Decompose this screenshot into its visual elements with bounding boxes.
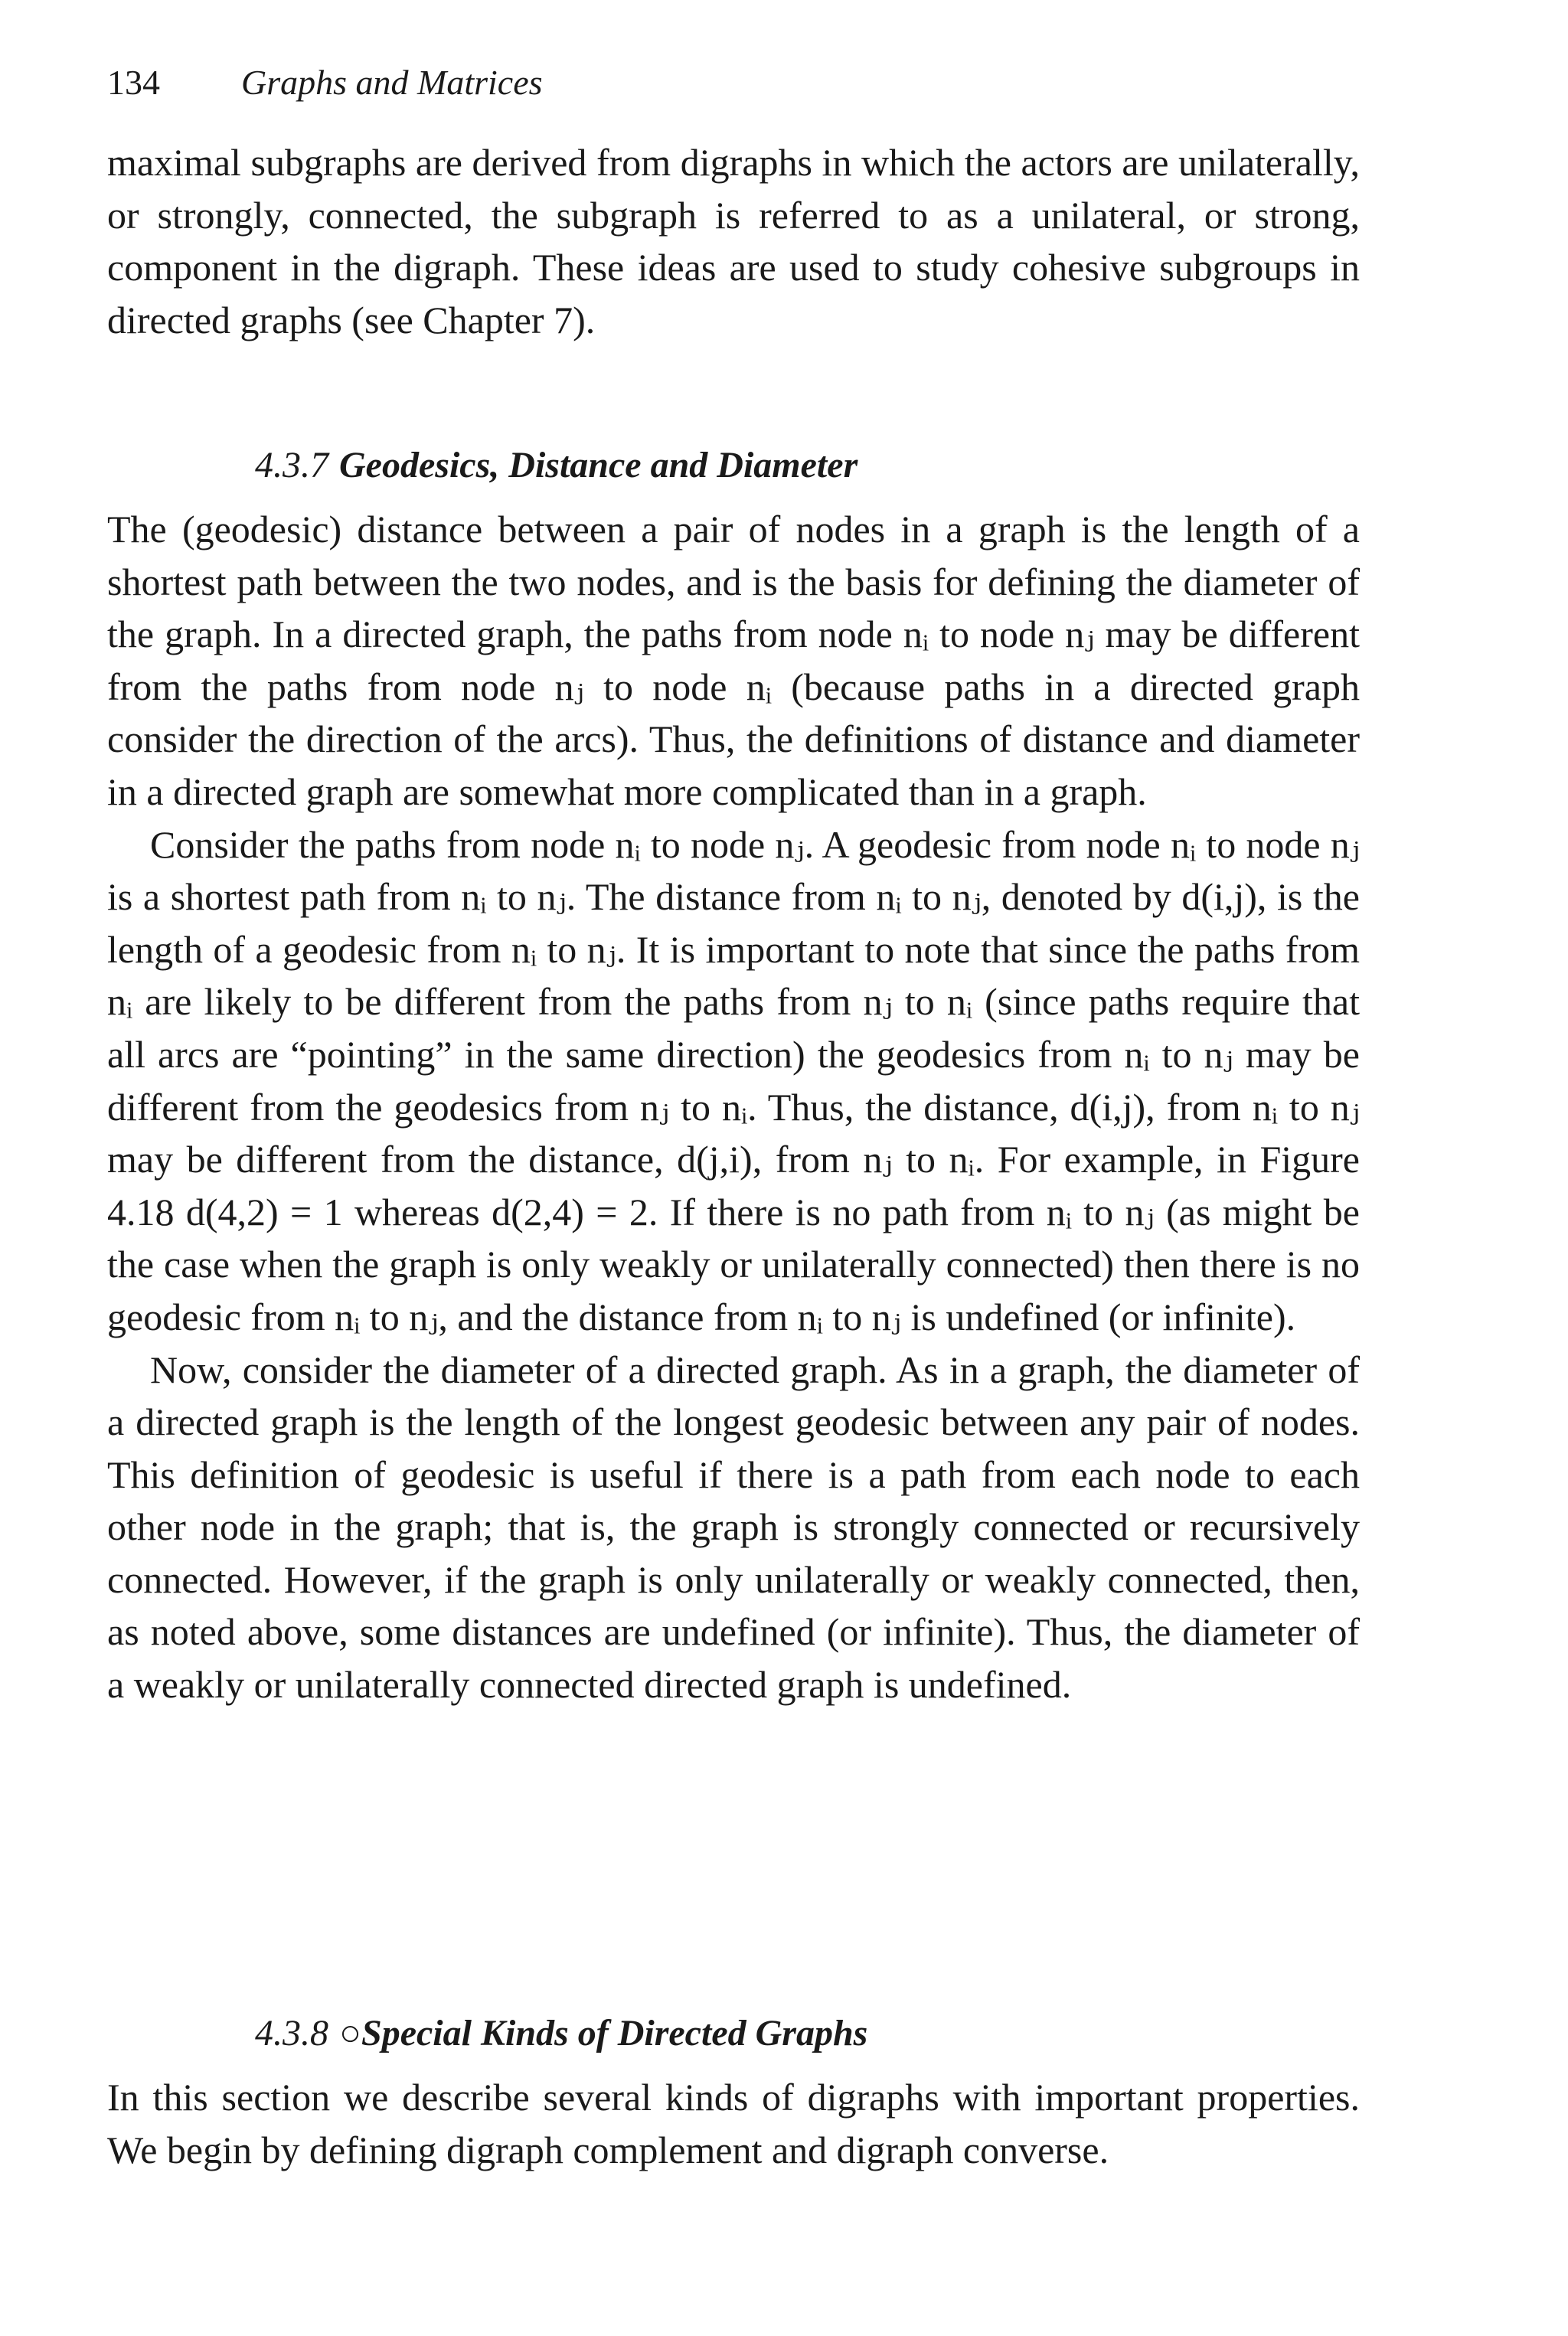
section-heading	[255, 2008, 867, 2060]
section-number: 4.3.8	[255, 2013, 328, 2053]
running-head	[107, 60, 543, 106]
paragraph: Now, consider the diameter of a directed graph. As in a graph, the diameter of a directed graph is the length of the longest geodesic between any pair of nodes. This definition of geodesic is useful if there is a path from each node to each other node in the graph; that is, the graph is strongly connected or recursively connected. However, if the graph is only unilaterally or weakly connected, then, as noted above, some distances are undefined (or infinite). Thus, the diameter of a weakly or unilaterally connected directed graph is undefined.	[107, 1348, 1360, 1707]
section-number: 4.3.7	[255, 445, 328, 485]
paragraph: The (geodesic) distance between a pair of nodes in a graph is the length of a shortest path between the two nodes, and is the basis for defining the diameter of the graph. In a directed graph, the paths from node nᵢ to node nⱼ may be different from the paths from node nⱼ to node nᵢ (because paths in a directed graph consider the direction of the arcs). Thus, the definitions of distance and diameter in a directed graph are somewhat more complicated than in a graph.	[107, 508, 1360, 813]
section-title: Special Kinds of Directed Graphs	[361, 2013, 868, 2053]
paragraph: In this section we describe several kinds of digraphs with important properties. We begin by defining digraph complement and digraph converse.	[107, 2076, 1360, 2171]
paragraph: Consider the paths from node nᵢ to node nⱼ. A geodesic from node nᵢ to node nⱼ is a shortest path from nᵢ to nⱼ. The distance from nᵢ to nⱼ, denoted by d(i,j), is the length of a geodesic from nᵢ to nⱼ. It is important to note that since the paths from nᵢ are likely to be different from the paths from nⱼ to nᵢ (since paths require that all arcs are “pointing” in the same direction) the geodesics from nᵢ to nⱼ may be different from the geodesics from nⱼ to nᵢ. Thus, the distance, d(i,j), from nᵢ to nⱼ may be different from the distance, d(j,i), from nⱼ to nᵢ. For example, in Figure 4.18 d(4,2) = 1 whereas d(2,4) = 2. If there is no path from nᵢ to nⱼ (as might be the case when the graph is only weakly or unilaterally connected) then there is no geodesic from nᵢ to nⱼ, and the distance from nᵢ to nⱼ is undefined (or infinite).	[107, 822, 1360, 1338]
section-body	[107, 2071, 1360, 2176]
section-body	[107, 503, 1360, 1711]
section-heading	[255, 439, 858, 492]
optional-section-symbol: ○	[339, 2013, 361, 2053]
section-title: Geodesics, Distance and Diameter	[339, 445, 858, 485]
paragraph: maximal subgraphs are derived from digraphs in which the actors are unilaterally, or strongly, connected, the subgraph is referred to as a unilateral, or strong, component in the digraph. These ideas are used to study cohesive subgroups in directed graphs (see Chapter 7).	[107, 141, 1360, 341]
continued-paragraph-block	[107, 136, 1360, 346]
running-title: Graphs and Matrices	[241, 63, 543, 102]
page-number: 134	[107, 63, 160, 102]
